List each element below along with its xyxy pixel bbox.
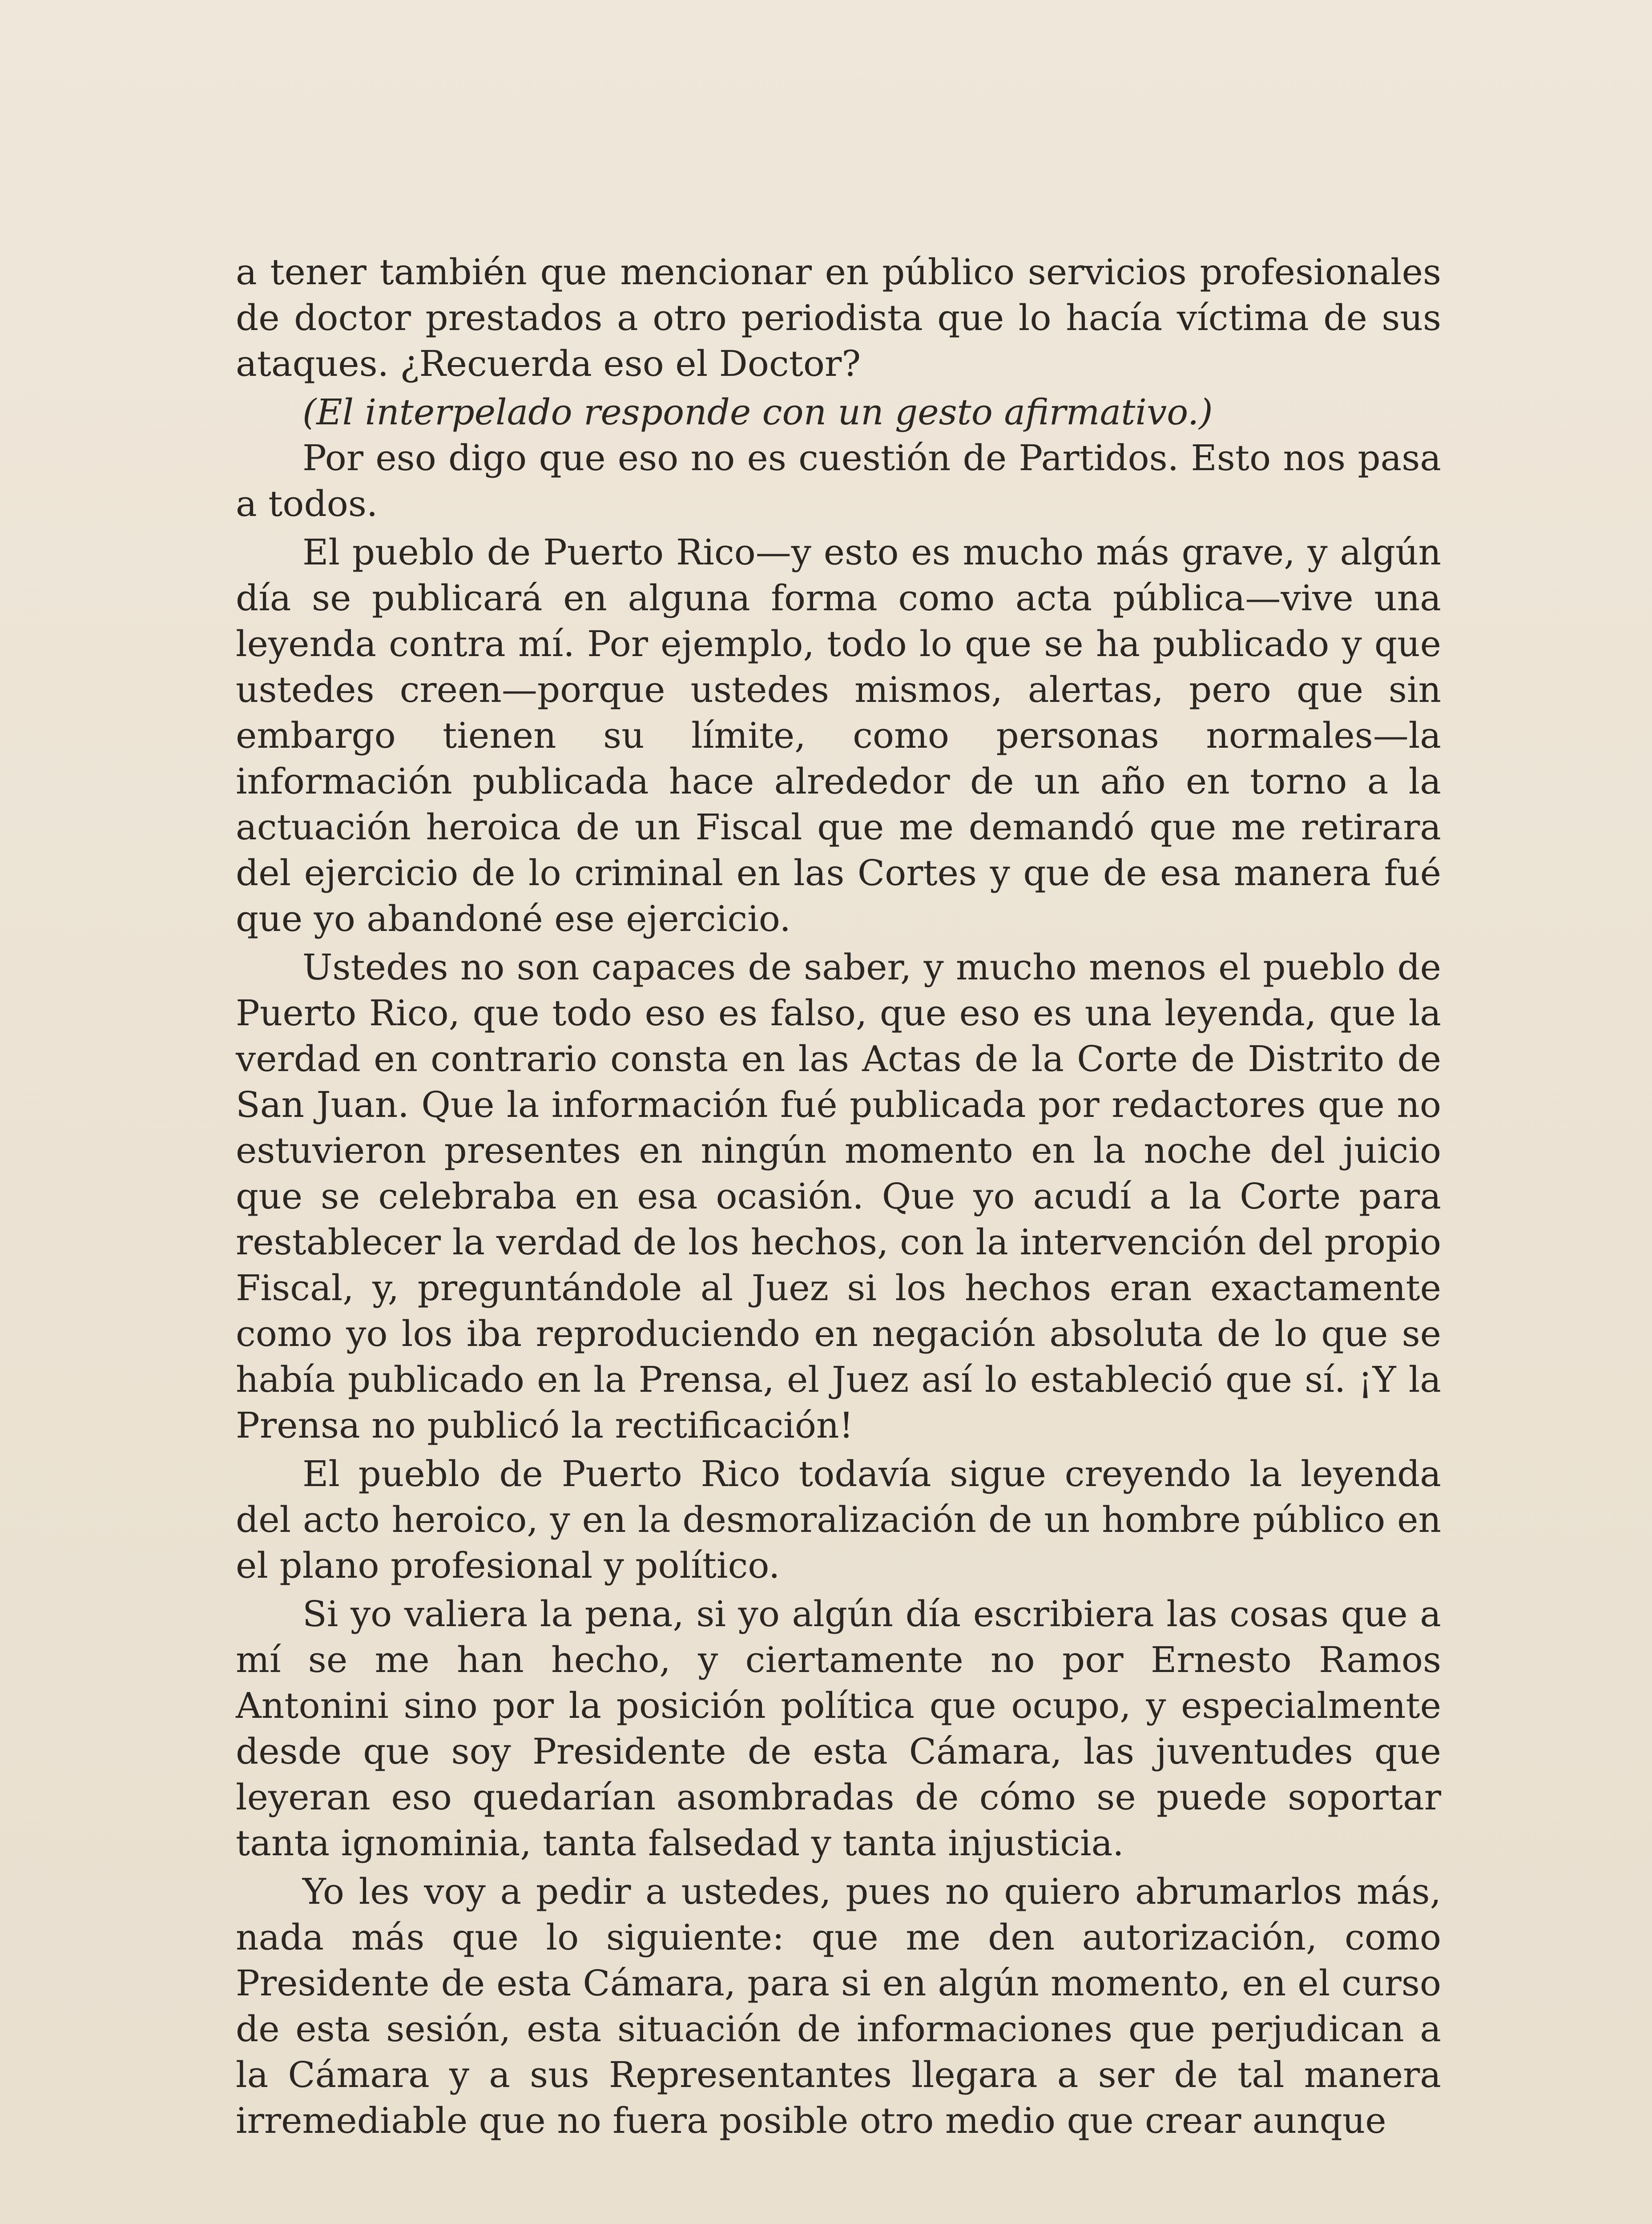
paragraph-7: Yo les voy a pedir a ustedes, pues no quiero abrumarlos más, nada más que lo siguiente: que me den autorización, como Presidente de esta Cámara, para si en algún momento, en el curso de esta sesión, esta situación de informaciones que perjudican a la Cámara y a sus Representantes llegara a ser de tal manera irremediable que no fuera posible otro medio que crear aunque: [236, 1871, 1441, 2141]
paragraph-2: Por eso digo que eso no es cuestión de Partidos. Esto nos pasa a todos.: [236, 437, 1441, 524]
paragraph-1: a tener también que mencionar en público servicios profesionales de doctor prestados a otro periodista que lo hacía víctima de sus ataques. ¿Recuerda eso el Doctor?: [236, 251, 1441, 384]
paragraph-6: Si yo valiera la pena, si yo algún día escribiera las cosas que a mí se me han hecho, y ciertamente no por Ernesto Ramos Antonini sino por la posición política que ocupo, y especialmente desde que soy Presidente de esta Cámara, las juventudes que leyeran eso quedarían asombradas de cómo se puede soportar tanta ignominia, tanta falsedad y tanta injusticia.: [236, 1593, 1441, 1864]
paragraph-5: El pueblo de Puerto Rico todavía sigue creyendo la leyenda del acto heroico, y en la desmoralización de un hombre público en el plano profesional y político.: [236, 1453, 1441, 1586]
stage-direction: (El interpelado responde con un gesto afirmativo.): [302, 391, 1213, 433]
body-text: [236, 249, 1441, 2146]
paragraph-3: El pueblo de Puerto Rico—y esto es mucho más grave, y algún día se publicará en alguna forma como acta pública—vive una leyenda contra mí. Por ejemplo, todo lo que se ha publicado y que ustedes creen—porque ustedes mismos, alertas, pero que sin embargo tienen su límite, como personas normales—la información publicada hace alrededor de un año en torno a la actuación heroica de un Fiscal que me demandó que me retirara del ejercicio de lo criminal en las Cortes y que de esa manera fué que yo abandoné ese ejercicio.: [236, 532, 1441, 939]
paragraph-4: Ustedes no son capaces de saber, y mucho menos el pueblo de Puerto Rico, que todo eso es falso, que eso es una leyenda, que la verdad en contrario consta en las Actas de la Corte de Distrito de San Juan. Que la información fué publicada por redactores que no estuvieron presentes en ningún momento en la noche del juicio que se celebraba en esa ocasión. Que yo acudí a la Corte para restablecer la verdad de los hechos, con la intervención del propio Fiscal, y, preguntándole al Juez si los hechos eran exactamente como yo los iba reproduciendo en negación absoluta de lo que se había publicado en la Prensa, el Juez así lo estableció que sí. ¡Y la Prensa no publicó la rectificación!: [236, 947, 1441, 1446]
